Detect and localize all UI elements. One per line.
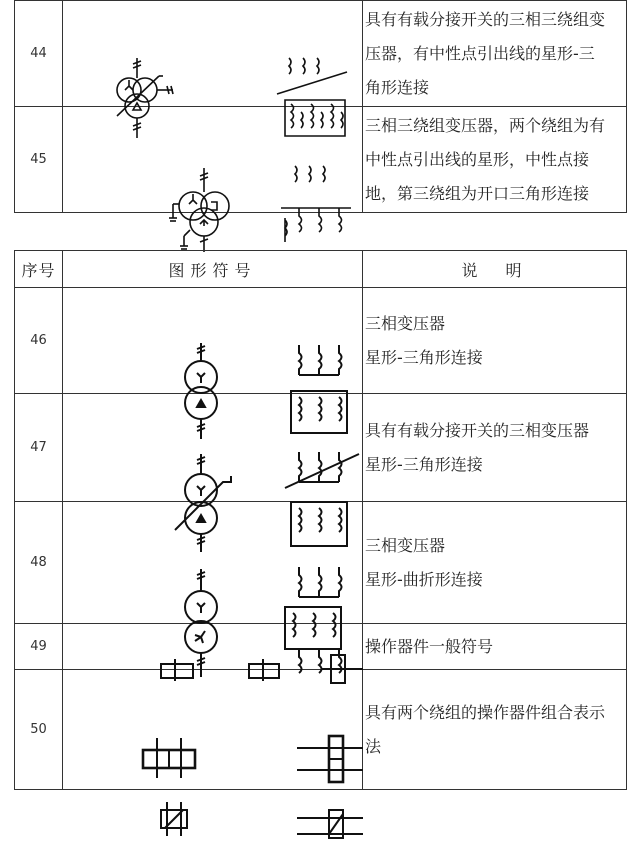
description-cell (363, 107, 627, 213)
description-cell (363, 394, 627, 502)
description-cell (363, 288, 627, 394)
three-phase-transformer-tap-changer-symbol (63, 448, 363, 554)
description-line: 星形-三角形连接 (365, 454, 483, 474)
description-line: 法 (365, 736, 382, 756)
header-symbol: 图形符号 (63, 251, 363, 288)
row-number: 50 (15, 670, 63, 790)
description-line: 压器，有中性点引出线的星形-三 (365, 43, 595, 63)
table-row (15, 1, 627, 107)
description-line: 具有有载分接开关的三相变压器 (365, 420, 590, 440)
table-row (15, 288, 627, 394)
figure-cell (63, 288, 363, 394)
description-line: 星形-曲折形连接 (365, 569, 483, 589)
operating-device-two-windings-symbol (63, 730, 363, 848)
row-number: 49 (15, 624, 63, 670)
description-line: 三相变压器 (365, 313, 446, 333)
row-number: 48 (15, 502, 63, 624)
three-winding-transformer-with-tap-changer-symbol (63, 54, 363, 158)
three-winding-transformer-open-delta-symbol (63, 160, 363, 264)
table-header-row (15, 251, 627, 288)
row-number: 47 (15, 394, 63, 502)
description-line: 操作器件一般符号 (365, 636, 494, 656)
description-line: 具有两个绕组的操作器件组合表示 (365, 702, 606, 722)
symbol-table-bottom (14, 250, 627, 790)
description-line: 地，第三绕组为开口三角形连接 (365, 183, 590, 203)
description-line: 中性点引出线的星形，中性点接 (365, 149, 590, 169)
row-number: 46 (15, 288, 63, 394)
description-line: 角形连接 (365, 77, 430, 97)
figure-cell (63, 1, 363, 107)
description-line: 三相三绕组变压器，两个绕组为有 (365, 115, 606, 135)
description-cell (363, 670, 627, 790)
description-line: 三相变压器 (365, 535, 446, 555)
description-cell (363, 502, 627, 624)
description-line: 具有有载分接开关的三相三绕组变 (365, 9, 606, 29)
header-number: 序号 (15, 251, 63, 288)
header-description: 说 明 (363, 251, 627, 288)
operating-device-symbol (63, 647, 363, 691)
description-cell (363, 624, 627, 670)
description-line: 星形-三角形连接 (365, 347, 483, 367)
row-number: 45 (15, 107, 63, 213)
row-number: 44 (15, 1, 63, 107)
description-cell (363, 1, 627, 107)
symbol-table-top (14, 0, 627, 213)
three-phase-transformer-star-delta-symbol (63, 341, 363, 445)
